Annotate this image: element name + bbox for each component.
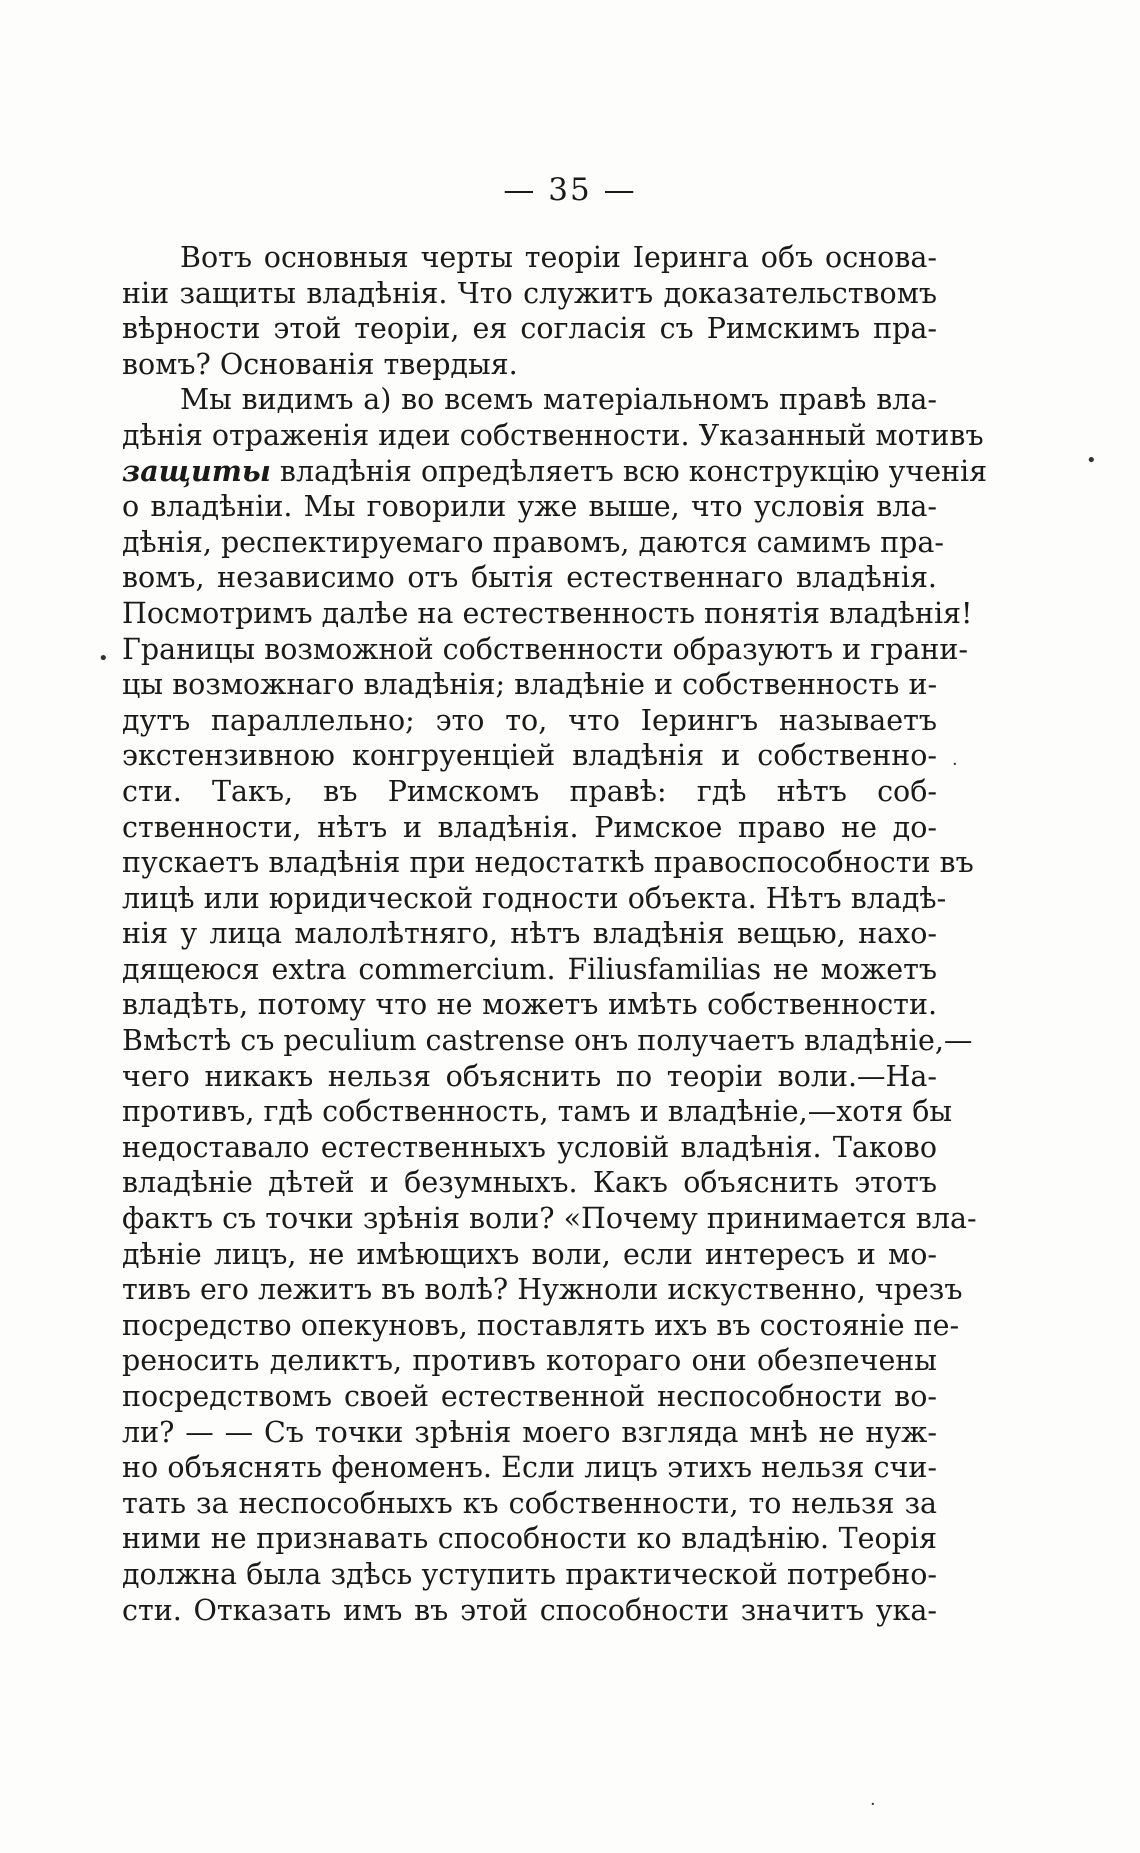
text-line: владѣть, потому что не можетъ имѣть собственности. (122, 988, 937, 1022)
text-line: Посмотримъ далѣе на естественность понятія владѣнія! (122, 596, 973, 630)
margin-dot: · (870, 1794, 876, 1815)
text-line: Мы видимъ а) во всемъ матеріальномъ правѣ вла- (180, 383, 937, 417)
text-line: Вмѣстѣ съ peculium castrense онъ получаетъ владѣніе,— (122, 1024, 973, 1058)
text-line (122, 453, 988, 490)
text-line: вомъ, независимо отъ бытія естественнаго владѣнія. (122, 561, 937, 595)
text-line: ственности, нѣтъ и владѣнія. Римское право не до- (122, 810, 937, 844)
text-line: о владѣніи. Мы говорили уже выше, что условія вла- (122, 490, 937, 524)
text-line: экстензивною конгруенціей владѣнія и собственно- (122, 739, 937, 773)
text-line: Границы возможной собственности образуютъ и грани- (122, 632, 968, 666)
text-line: ли? — — Съ точки зрѣнія моего взгляда мнѣ не нуж- (122, 1415, 937, 1449)
text-line: цы возможнаго владѣнія; владѣніе и собственность и- (122, 668, 938, 702)
text-line: фактъ съ точки зрѣнія воли? «Почему принимается вла- (122, 1202, 977, 1236)
text-line: тать за неспособныхъ къ собственности, то нельзя за (122, 1486, 937, 1520)
text-line: дѣніе лицъ, не имѣющихъ воли, если интересъ и мо- (122, 1237, 937, 1271)
text-line: лицѣ или юридической годности объекта. Нѣтъ владѣ- (122, 881, 947, 915)
text-line: владѣніе дѣтей и безумныхъ. Какъ объяснить этотъ (122, 1166, 937, 1200)
text-line: нія у лица малолѣтняго, нѣтъ владѣнія вещью, нахо- (122, 917, 937, 951)
text-line: дутъ параллельно; это то, что Іерингъ называетъ (122, 703, 937, 737)
text-line: Вотъ основныя черты теоріи Іеринга объ основа- (180, 241, 937, 274)
margin-dot: • (98, 648, 109, 669)
margin-dot: · (952, 754, 958, 775)
text-line: дѣнія, респектируемаго правомъ, даются самимъ пра- (122, 525, 944, 559)
text-span: владѣнія опредѣляетъ всю конструкцію ученія (270, 454, 988, 488)
text-line: недоставало естественныхъ условій владѣнія. Таково (122, 1130, 937, 1164)
text-line: вомъ? Основанія твердыя. (122, 347, 518, 381)
text-line: вѣрности этой теоріи, ея согласія съ Римскимъ пра- (122, 312, 937, 346)
margin-dot: • (1086, 450, 1097, 471)
text-line: ними не признавать способности ко владѣнію. Теорія (122, 1522, 937, 1556)
text-line: реносить деликтъ, противъ котораго они обезпечены (122, 1344, 937, 1378)
text-line: противъ, гдѣ собственность, тамъ и владѣніе,—хотя бы (122, 1095, 953, 1129)
text-line: посредство опекуновъ, поставлять ихъ въ состояніе пе- (122, 1308, 960, 1342)
text-line: тивъ его лежитъ въ волѣ? Нужноли искуственно, чрезъ (122, 1273, 963, 1307)
text-line: должна была здѣсь уступить практической потребно- (122, 1557, 937, 1591)
emphasized-word: защиты (122, 453, 271, 488)
page-number: — 35 — (503, 172, 637, 208)
text-line: посредствомъ своей естественной неспособности во- (122, 1380, 937, 1413)
text-line: чего никакъ нельзя объяснить по теоріи воли.—На- (122, 1059, 937, 1093)
text-line: дѣнія отраженія идеи собственности. Указанный мотивъ (122, 418, 984, 452)
text-line: дящеюся extra commercium. Filiusfamilias не можетъ (122, 952, 937, 986)
text-line: сти. Такъ, въ Римскомъ правѣ: гдѣ нѣтъ соб- (122, 774, 937, 808)
text-line: пускаетъ владѣнія при недостаткѣ правоспособности въ (122, 846, 974, 880)
text-line: сти. Отказать имъ въ этой способности значитъ ука- (122, 1593, 937, 1627)
text-line: ніи защиты владѣнія. Что служитъ доказательствомъ (122, 276, 937, 310)
body-text (122, 240, 988, 1628)
text-line: но объяснять феноменъ. Если лицъ этихъ нельзя счи- (122, 1451, 937, 1485)
